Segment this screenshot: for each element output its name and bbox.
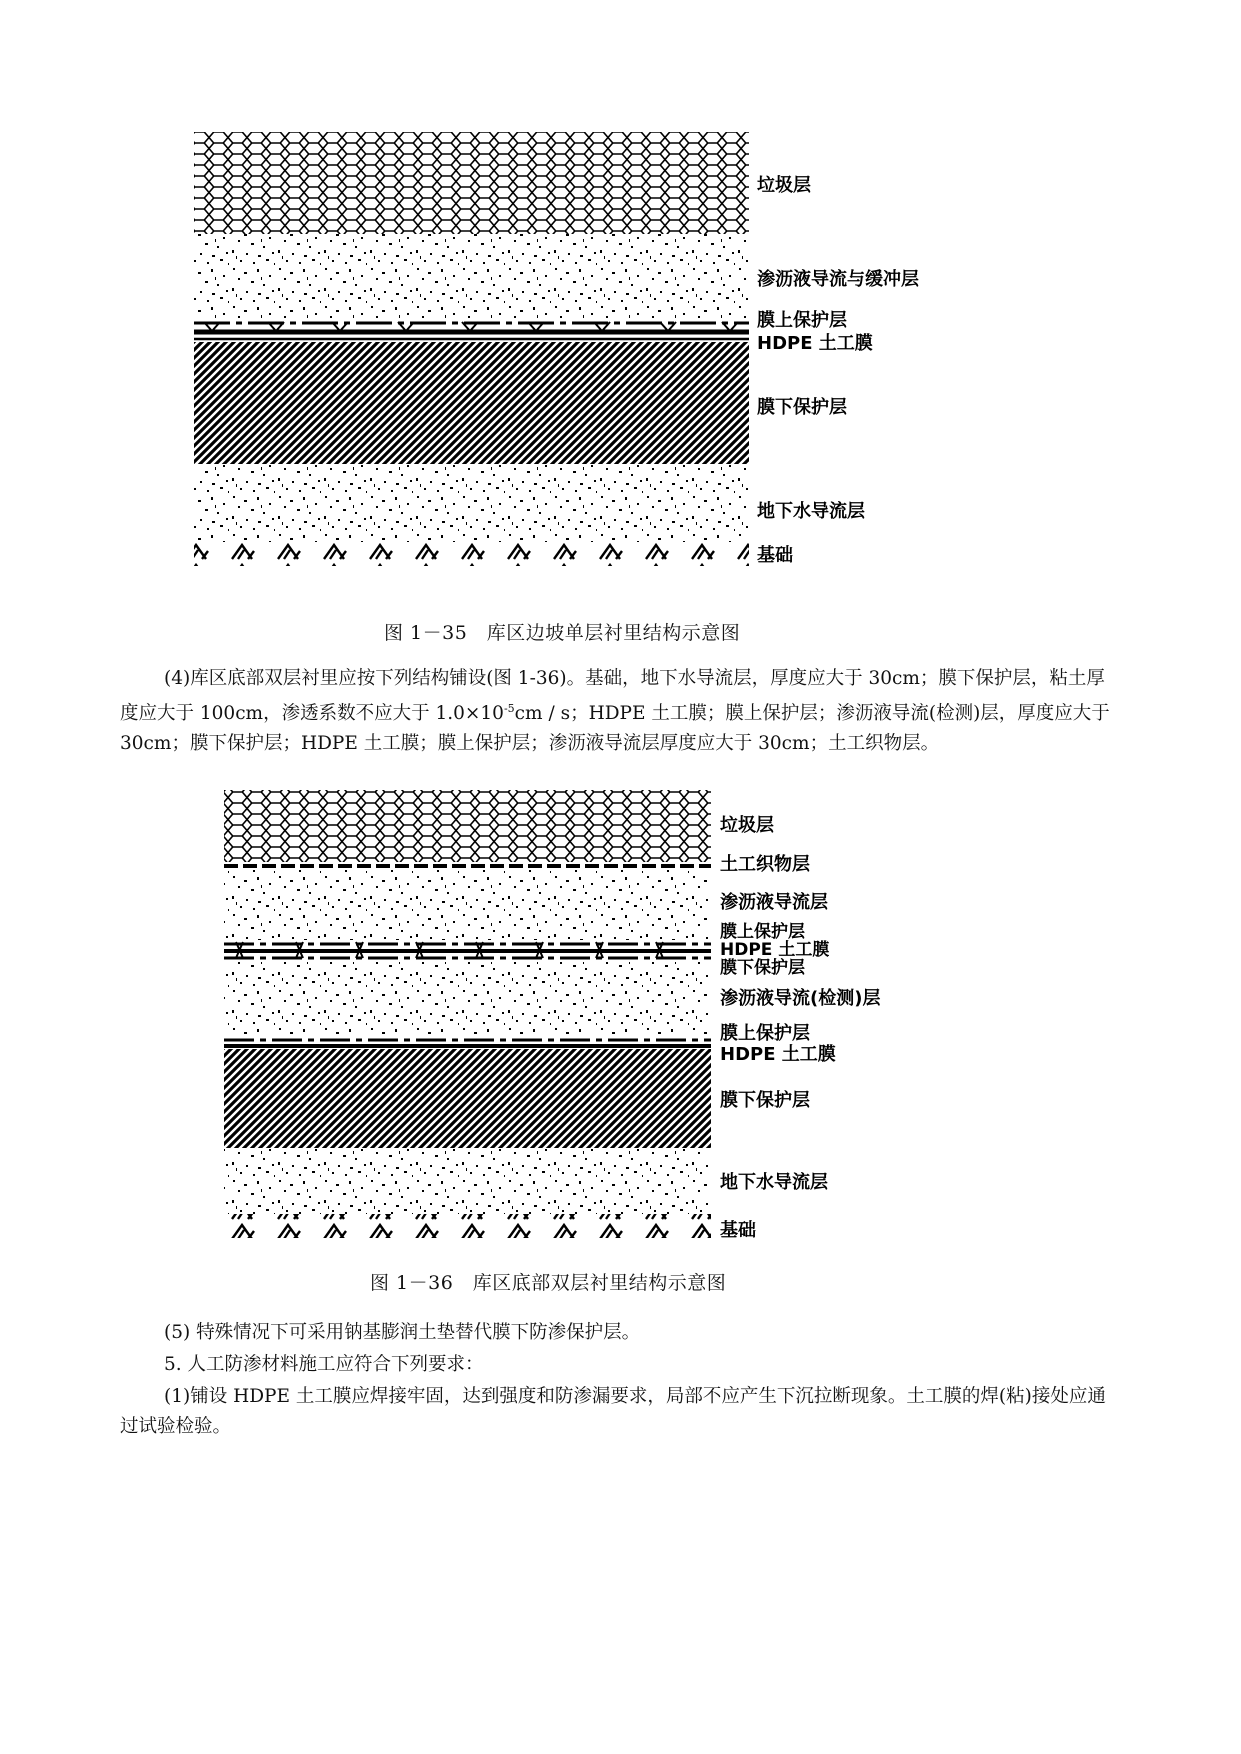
paragraph-4-exponent: -5 [503, 702, 515, 715]
fig2-foundation [224, 1214, 711, 1238]
fig2-label-leachate-detect: 渗沥液导流(检测)层 [720, 988, 881, 1009]
fig2-label-hdpe-2: HDPE 土工膜 [720, 1044, 836, 1065]
fig1-label-groundwater: 地下水导流层 [757, 501, 865, 522]
fig1-lower-protection-layer [194, 342, 749, 464]
fig1-foundation [194, 542, 749, 566]
fig2-label-groundwater: 地下水导流层 [720, 1172, 828, 1193]
paragraph-4 [120, 664, 1120, 759]
fig2-label-upper-protection-2: 膜上保护层 [720, 1023, 810, 1044]
fig2-label-lower-protection-2: 膜下保护层 [720, 1090, 810, 1111]
fig1-membrane-complex [194, 322, 749, 339]
fig2-leachate-layer [224, 870, 711, 940]
figure-1-35 [194, 132, 749, 566]
fig1-garbage-layer [194, 132, 749, 234]
fig2-leachate-detect-layer [224, 962, 711, 1034]
paragraph-5-1 [120, 1382, 1120, 1442]
fig2-label-leachate: 渗沥液导流层 [720, 892, 828, 913]
paragraph-4-tail: cm / s；HDPE 土工膜；膜上保护层；渗沥液导流(检测)层，厚度应大于 30cm；膜下保护层；HDPE 土工膜；膜上保护层；渗沥液导流层厚度应大于 30cm；土工织物层。 [120, 703, 1110, 755]
section-5-heading-text: 5. 人工防渗材料施工应符合下列要求： [164, 1354, 484, 1375]
section-5-heading [120, 1350, 1120, 1380]
fig2-lower-protection-layer [224, 1049, 711, 1148]
fig2-garbage-layer [224, 790, 711, 862]
fig1-label-leachate-buffer: 渗沥液导流与缓冲层 [757, 269, 919, 290]
paragraph-5 [120, 1318, 1120, 1348]
figure-2-caption: 图 1－36 库区底部双层衬里结构示意图 [370, 1272, 727, 1294]
paragraph-5-text: (5) 特殊情况下可采用钠基膨润土垫替代膜下防渗保护层。 [164, 1322, 641, 1343]
figure-1-caption: 图 1－35 库区边坡单层衬里结构示意图 [384, 622, 741, 644]
fig2-label-garbage: 垃圾层 [720, 815, 774, 836]
fig2-label-lower-protection-1: 膜下保护层 [720, 958, 805, 978]
paragraph-4-lead: (4)库区底部双层衬里应按下列结构铺设(图 1-36)。基础，地下水导流层，厚度应大于 30cm；膜下保护层，粘土厚度应大于 100cm，渗透系数不应大于 1.0×10 [120, 668, 1105, 725]
fig1-label-garbage: 垃圾层 [757, 175, 811, 196]
fig2-membrane-complex-1 [224, 942, 711, 958]
fig1-label-foundation: 基础 [757, 545, 793, 566]
fig1-groundwater-layer [194, 464, 749, 542]
fig2-membrane-complex-2 [224, 1040, 711, 1046]
fig2-label-upper-protection-1: 膜上保护层 [720, 922, 805, 942]
fig2-label-foundation: 基础 [720, 1220, 756, 1241]
paragraph-5-1-text: (1)铺设 HDPE 土工膜应焊接牢固，达到强度和防渗漏要求，局部不应产生下沉拉断现象。土工膜的焊(粘)接处应通过试验检验。 [120, 1386, 1106, 1437]
fig1-label-lower-protection: 膜下保护层 [757, 397, 847, 418]
fig1-label-upper-protection: 膜上保护层 [757, 310, 847, 331]
fig2-label-geotextile: 土工织物层 [720, 854, 810, 875]
fig1-label-hdpe: HDPE 土工膜 [757, 333, 873, 354]
fig1-leachate-buffer-layer [194, 234, 749, 318]
fig2-label-hdpe-1: HDPE 土工膜 [720, 940, 830, 960]
fig2-groundwater-layer [224, 1148, 711, 1214]
figure-1-36 [224, 790, 711, 1238]
